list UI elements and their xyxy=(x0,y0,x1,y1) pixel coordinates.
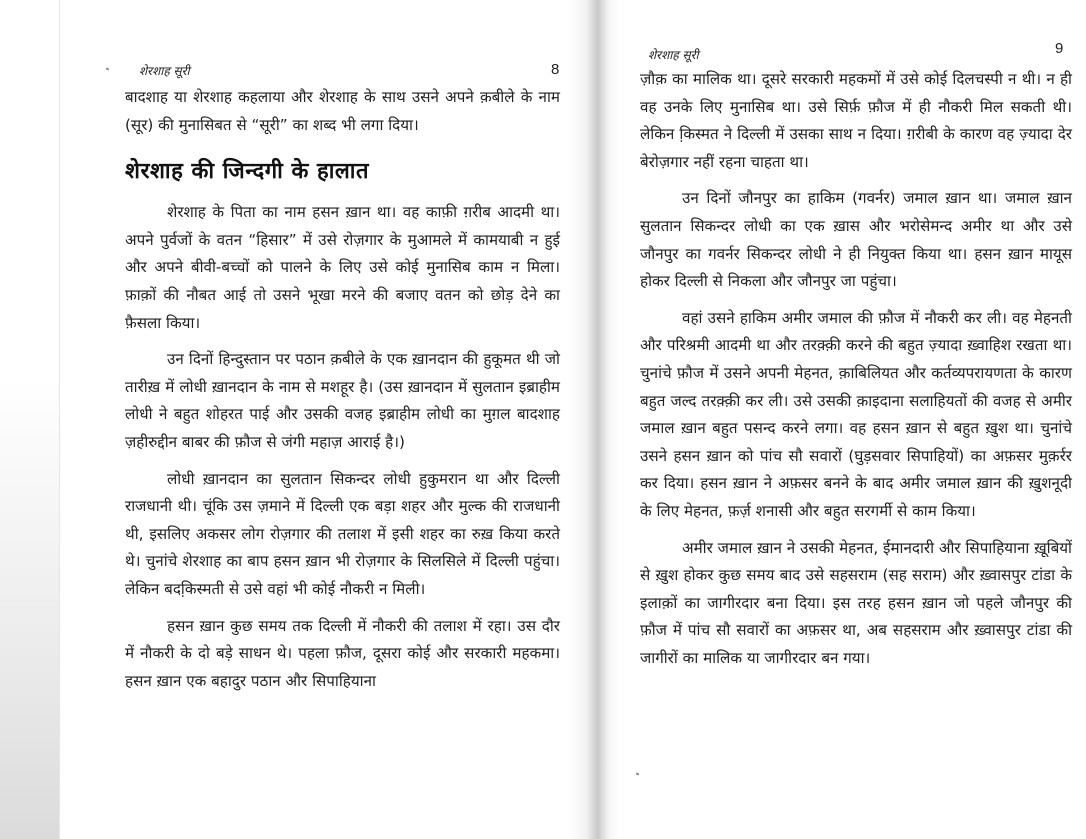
paragraph: वहां उसने हाकिम अमीर जमाल की फ़ौज में नौकरी कर ली। वह मेहनती और परिश्रमी आदमी था और तरक़्क़ी करने की बहुत ज़्यादा ख़्वाहिश रखता था। चुनांचे फ़ौज में उसने अपनी मेहनत, क़ाबिलियत और कर्तव्यपरायणता के कारण बहुत जल्द तरक़्क़ी कर ली। उसे उसकी क़ाइदाना सलाहियतों की वजह से अमीर जमाल ख़ान बहुत पसन्द करने लगा। वह हसन ख़ान से बहुत ख़ुश था। चुनांचे उसने हसन ख़ान को पांच सौ सवारों (घुड़सवार सिपाहियों) का अफ़सर मुक़र्रर कर दिया। हसन ख़ान ने अफ़सर बनने के बाद अमीर जमाल ख़ान की ख़ुशनूदी के लिए मेहनत, फ़र्ज़ शनासी और बहुत सरगर्मी से काम किया। xyxy=(640,308,1072,520)
scan-speck xyxy=(636,772,640,775)
scan-speck xyxy=(106,67,110,70)
paragraph: अमीर जमाल ख़ान ने उसकी मेहनत, ईमानदारी और सिपाहियाना ख़ूबियों से ख़ुश होकर कुछ समय बाद उसे सहसराम (सह सराम) और ख़्वासपुर टांडा के इलाक़ों का जागीरदार बना दिया। इस तरह हसन ख़ान जो पहले जौनपुर की फ़ौज में पांच सौ सवारों का अफ़सर था, अब सहसराम और ख़्वासपुर टांडा की जागीरों का मालिक या जागीरदार बन गया। xyxy=(640,538,1072,667)
left-edge-shadow xyxy=(0,0,60,839)
continuation-paragraph: बादशाह या शेरशाह कहलाया और शेरशाह के साथ उसने अपने क़बीले के नाम (सूर) की मुनासिबत से “सूरी” का शब्द भी लगा दिया। xyxy=(125,88,560,134)
paragraph: उन दिनों हिन्दुस्तान पर पठान क़बीले के एक ख़ानदान की हुकूमत थी जो तारीख़ में लोधी ख़ानदान के नाम से मशहूर है। (उस ख़ानदान में सुलतान इब्राहीम लोधी ने बहुत शोहरत पाई और उसकी वजह इब्राहीम लोधी का मुग़ल बादशाह ज़हीरुद्दीन बाबर की फ़ौज से जंगी महाज़ आराई है।) xyxy=(125,350,560,451)
right-page-body xyxy=(640,66,1072,681)
page-number: 9 xyxy=(1055,40,1064,57)
left-page-body xyxy=(125,84,560,704)
book-gutter xyxy=(568,0,620,839)
running-head: शेरशाह सूरी xyxy=(648,48,699,62)
continuation-paragraph: ज़ौक़ का मालिक था। दूसरे सरकारी महकमों में उसे कोई दिलचस्पी न थी। न ही वह उनके लिए मुनासिब था। उसे सिर्फ़ फ़ौज में ही नौकरी मिल सकती थी। लेकिन कि़स्मत ने दिल्ली में उसका साथ न दिया। ग़रीबी के कारण वह ज़्यादा देर बेरोज़गार नहीं रहना चाहता था। xyxy=(640,70,1072,171)
section-heading: शेरशाह की जिन्दगी के हालात xyxy=(125,159,370,185)
paragraph: शेरशाह के पिता का नाम हसन ख़ान था। वह काफ़ी ग़रीब आदमी था। अपने पुर्वजों के वतन “हिसार” में उसे रोज़गार के मुआमले में कामयाबी न हुई और अपने बीवी-बच्चों को पालने के लिए उसे कोई मुनासिब काम न मिला। फ़ाक़ों की नौबत आई तो उसने भूखा मरने की बजाए वतन को छोड़ देने का फ़ैसला किया। xyxy=(125,203,560,332)
running-head: शेरशाह सूरी xyxy=(139,64,190,78)
paragraph: हसन ख़ान कुछ समय तक दिल्ली में नौकरी की तलाश में रहा। उस दौर में नौकरी के दो बड़े साधन थे। पहला फ़ौज, दूसरा कोई और सरकारी महकमा। हसन ख़ान एक बहादुर पठान और सिपाहियाना xyxy=(125,616,560,690)
page-number: 8 xyxy=(551,61,560,78)
left-edge-line xyxy=(59,0,60,839)
paragraph: उन दिनों जौनपुर का हाकिम (गवर्नर) जमाल ख़ान था। जमाल ख़ान सुलतान सिकन्दर लोधी का एक ख़ास और भरोसेमन्द अमीर था और उसे जौनपुर का गवर्नर सिकन्दर लोधी ने ही नियुक्त किया था। हसन ख़ान मायूस होकर दिल्ली से निकला और जौनपुर जा पहुंचा। xyxy=(640,189,1072,291)
paragraph: लोधी ख़ानदान का सुलतान सिकन्दर लोधी हुकुमरान था और दिल्ली राजधानी थी। चूंकि उस ज़माने में दिल्ली एक बड़ा शहर और मुल्क की राजधानी थी, इसलिए अकसर लोग रोज़गार की तलाश में इसी शहर का रुख़ किया करते थे। चुनांचे शेरशाह का बाप हसन ख़ान भी रोज़गार के सिलसिले में दिल्ली पहुंचा। लेकिन बदकि़स्मती से उसे वहां भी कोई नौकरी न मिली। xyxy=(125,469,560,598)
